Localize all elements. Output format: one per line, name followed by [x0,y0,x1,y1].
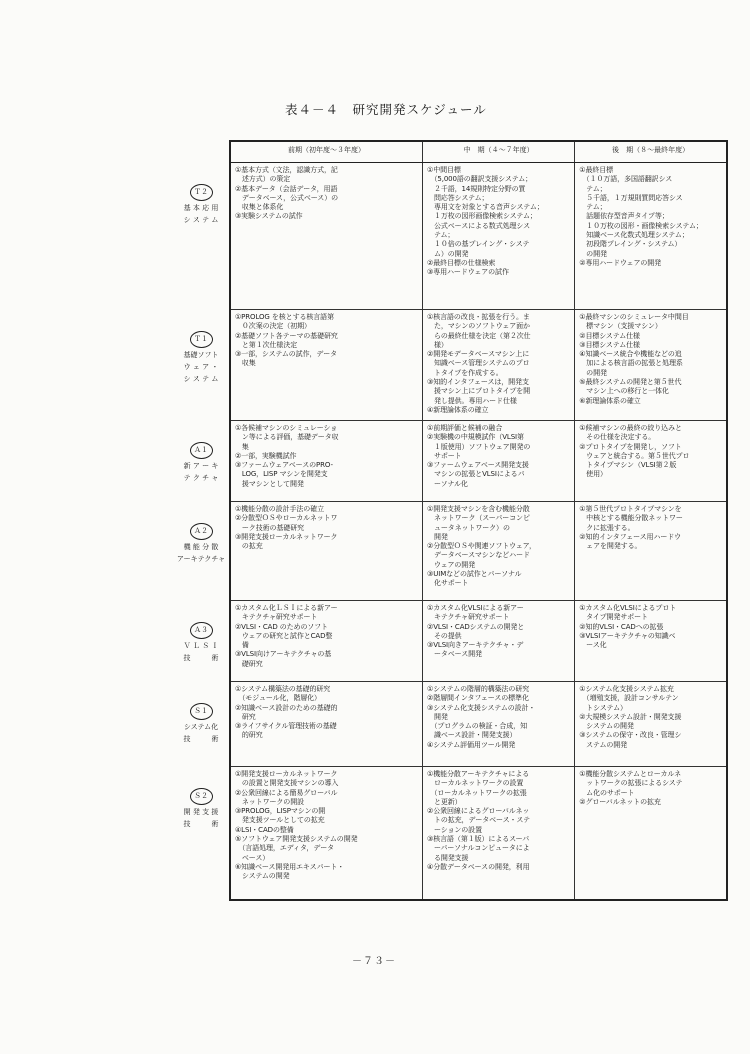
cell-line: （プログラムの検証・合成，知 [427,722,527,731]
cell-line: ③知的インタフェースは，開発支 [427,378,529,387]
cell-line: ①システムの階層的構築法の研究 [427,685,530,693]
schedule-cell-mid [423,767,575,901]
schedule-cell-early [230,767,423,901]
table-row [230,421,727,502]
row-label [176,437,226,483]
cell-line: キテクチャ研究サポート [427,613,510,622]
row-code-badge: Ｓ１ [190,703,213,720]
schedule-cell-mid [423,421,575,502]
cell-line: ③UIMなどの試作とパーソナル [427,570,522,579]
cell-line: クに拡張する。 [579,523,635,532]
cell-line: の開発 [579,249,607,258]
cell-line: ①最終目標 [579,166,614,174]
cell-line: １万枚の図形画像検索システム； [427,212,537,221]
cell-line: 標マシン（支援マシン） [579,322,662,331]
row-code-badge: Ｔ１ [190,331,213,348]
cell-line: ①機能分散アーキテクチャによる [427,770,530,778]
cell-line: ②知識ベース設計のための基礎的 [235,703,338,712]
schedule-cell-early [230,421,423,502]
row-name-line: テ ク チ ャ [183,473,219,482]
row-name-line: 基 本 応 用 [183,203,219,212]
schedule-cell-mid [423,682,575,767]
cell-line: トの拡充，データベース・ステ [427,816,531,825]
cell-line: ①システム構築法の基礎的研究 [235,685,331,693]
cell-line: トタイプを作成する。 [427,368,503,377]
cell-line: システムの開発 [235,872,290,881]
cell-line: ム）の開発 [427,249,469,258]
cell-line: ットワークの拡張によるシステ [579,779,683,788]
cell-line: 化サポート [427,579,469,588]
cell-line: ①最終マシンのシミュレータ中間目 [579,313,689,321]
cell-line: ータベース開発 [427,650,482,659]
cell-line: 使用） [579,470,607,479]
cell-line: （言語処理，エディタ，データ [235,844,335,853]
row-name-line: 開 発 支 援 [183,807,219,816]
cell-line: ⑤最終システムの開発と第５世代 [579,378,682,387]
cell-line: ーソナル化 [427,479,468,488]
row-label [176,783,226,829]
schedule-cell-mid [423,310,575,421]
cell-line: の設置と開発支援マシンの導入 [235,779,339,788]
row-name-line: 技 術 [183,819,219,828]
cell-line: と第１次仕様決定 [235,340,298,349]
cell-line: ③VLSI向きアーキテクチャ・デ [427,641,524,650]
cell-line: ②目標システム仕様 [579,331,640,340]
cell-line: ③開発支援ローカルネットワーク [235,532,338,541]
cell-line: 問応答システム； [427,193,489,202]
cell-line: ネットワーク（スーパーコンピ [427,514,530,523]
cell-line: ②実験機の中規模試作（VLSI第 [427,433,524,442]
cell-line: 初段階プレイング・システム） [579,240,682,249]
schedule-cell-mid [423,163,575,310]
header-late-term: 後 期（８～最終年度） [575,141,727,163]
cell-line: ③ファームウェアベースのPRO- [235,461,333,470]
cell-line: ③PROLOG，LISPマシンの開 [235,807,326,816]
cell-line: ①機能分散の設計手法の確立 [235,505,324,513]
row-code-badge: Ａ１ [190,442,213,459]
cell-line: ②最終目標の仕様検索 [427,258,496,267]
schedule-cell-early [230,601,423,682]
cell-line: １０倍の基プレイング・システ [427,240,530,249]
cell-line: ①核言語の改良・拡張を行う。ま [427,313,530,321]
row-name-line: シ ス テ ム [183,374,219,383]
cell-line: ①候補マシンの最終の絞り込みと [579,424,682,432]
cell-line: ③専用ハードウェアの試作 [427,268,509,277]
table-title: 表４－４ 研究開発スケジュール [285,102,487,117]
table-row [230,310,727,421]
cell-line: の開発 [579,368,607,377]
table-row [230,767,727,901]
schedule-cell-late [575,421,727,502]
cell-line: ①システム化支援システム拡充 [579,685,674,693]
cell-line: ベース） [235,853,270,862]
row-name-line: 技 術 [183,734,219,743]
cell-line: 収集 [235,359,256,368]
cell-line: テム； [579,184,607,193]
cell-line: ０次案の決定（初期） [235,322,311,331]
cell-line: ①カスタム化VLSIによる新アー [427,604,524,612]
cell-line: ③実験システムの試作 [235,212,303,221]
cell-line: 専用文を対象とする音声システム； [427,203,544,212]
cell-line: ーパーソナルコンピュータによ [427,844,530,853]
cell-line: データベース，公式ベース）の [235,193,339,202]
row-name-line: ウ ェ ア ・ [183,362,219,371]
schedule-cell-late [575,682,727,767]
cell-line: ①カスタム化VLSIによるプロト [579,604,677,612]
cell-line: ュータネットワーク）の [427,523,510,532]
row-name-line: 技 術 [183,653,219,662]
schedule-cell-early [230,502,423,601]
row-label [176,326,226,384]
cell-line: 援マシン上にプロトタイプを開 [427,387,531,396]
row-name-line: 新 ア ー キ [183,461,219,470]
row-code-badge: Ａ２ [190,523,213,540]
cell-line: ④LSI・CADの整備 [235,825,294,834]
table-row [230,682,727,767]
cell-line: ①前期評価と候補の融合 [427,424,503,432]
cell-line: 援マシンとして開発 [235,479,304,488]
cell-line: ⑥知識ベース開発用エキスパート・ [235,862,345,871]
cell-line: （モジュール化，階層化） [235,694,321,703]
cell-line: ①機能分散システムとローカルネ [579,770,681,778]
row-name-line: Ｖ Ｌ Ｓ Ｉ [183,641,219,650]
cell-line: 集 [235,442,249,451]
cell-line: ネットワークの開設 [235,797,304,806]
cell-line: 発支援ツールとしての拡充 [235,816,325,825]
cell-line: ②大規模システム設計・開発支援 [579,712,682,721]
row-name-line: シ ス テ ム [183,215,219,224]
cell-line: １０万枚の図形・画像検索システム； [579,221,703,230]
cell-line: 様） [427,340,448,349]
cell-line: ③目標システム仕様 [579,340,640,349]
cell-line: ローカルネットワークの設置 [427,779,524,788]
cell-line: ②分散型ＯＳやローカルネットワ [235,514,338,523]
cell-line: 述方式）の策定 [235,175,291,184]
cell-line: ５千語，１万規則質問応答シス [579,193,683,202]
cell-line: LOG，LISP マシンを開発支 [235,470,328,479]
schedule-cell-early [230,310,423,421]
cell-line: データベースマシンなどハード [427,551,530,560]
table-row [230,163,727,310]
cell-line: ①PROLOG を核とする核言語第 [235,313,334,321]
cell-line: る開発支援 [427,853,469,862]
header-mid-term: 中 期（４～７年度） [423,141,575,163]
cell-line: ②分散型ＯＳや関連ソフトウェア， [427,542,536,551]
cell-line: ②専用ハードウェアの開発 [579,258,662,267]
cell-line: ②知的VLSI・CADへの拡張 [579,622,664,631]
cell-line: ①開発支援ローカルネットワーク [235,770,338,778]
cell-line: ③一部，システムの試作，データ [235,350,338,359]
cell-line: ム化のサポート [579,788,635,797]
cell-line: ーションの設置 [427,825,482,834]
cell-line: 開発 [427,712,448,721]
schedule-cell-mid [423,601,575,682]
cell-line: 備 [235,641,249,650]
cell-line: ②階層間インタフェースの標準化 [427,694,529,703]
cell-line: ウェアと統合する。第５世代プロ [579,451,690,460]
cell-line: その提供 [427,631,462,640]
schedule-cell-early [230,163,423,310]
table-row [230,601,727,682]
cell-line: と更新） [427,797,462,806]
cell-line: （増殖支援，設計コンサルテン [579,694,679,703]
schedule-cell-late [575,163,727,310]
cell-line: 公式ベースによる数式処理シス [427,221,530,230]
cell-line: テム； [427,231,455,240]
cell-line: ステムの開発 [579,740,628,749]
row-name-line: システム化 [183,722,219,731]
cell-line: ④知識ベース統合や機能などの追 [579,350,682,359]
cell-line: らの最終仕様を決定（第２次仕 [427,331,531,340]
cell-line: マシンの拡張とVLSIによるパ [427,470,525,479]
cell-line: ②グローバルネットの拡充 [579,797,661,806]
cell-line: タイプ開発サポート [579,613,648,622]
cell-line: ②基礎ソフト各テーマの基礎研究 [235,331,338,340]
row-label [176,617,226,663]
row-name-line: 基礎ソフト [183,350,219,359]
row-label [176,698,226,744]
cell-line: 研究 [235,712,256,721]
cell-line: ②VLSI・CADシステムの開発と [427,622,525,631]
cell-line: ェアを開発する。 [579,542,642,551]
cell-line: 加による核言語の拡張と処理系 [579,359,683,368]
cell-line: ース化 [579,641,607,650]
table-row [230,502,727,601]
cell-line: ーク技術の基礎研究 [235,523,304,532]
cell-line: 知識ベース化数式処理システム； [579,231,689,240]
cell-line: ②プロトタイプを開発し，ソフト [579,442,682,451]
schedule-cell-late [575,767,727,901]
cell-line: ①第５世代プロトタイプマシンを [579,505,682,513]
schedule-cell-early [230,682,423,767]
cell-line: ①カスタム化ＬＳＩによる新アー [235,604,338,612]
cell-line: ②基本データ（会話データ，用語 [235,184,338,193]
row-label [176,518,226,564]
row-name-line: 機 能 分 散 [183,542,219,551]
cell-line: ②公衆回線によるグローバルネッ [427,807,530,816]
row-code-badge: Ｓ２ [190,788,213,805]
cell-line: ③システム化支援システムの設計・ [427,703,536,712]
cell-line: ン等による評価，基礎データ収 [235,433,339,442]
cell-line: ③核言語（第１版）によるスーパ [427,835,530,844]
page-number: －７３－ [352,956,396,967]
cell-line: 識ベース設計・開発支援） [427,731,517,740]
row-label [176,179,226,225]
cell-line: ①中間目標 [427,166,461,174]
cell-line: 知識ベース管理システムのプロ [427,359,530,368]
schedule-cell-late [575,502,727,601]
cell-line: 発し提供。専用ハード仕様 [427,396,517,405]
cell-line: ⑤ソフトウェア開発支援システムの開発 [235,835,358,844]
cell-line: ①基本方式（文法，認識方式，記 [235,166,338,174]
cell-line: （ローカルネットワークの拡張 [427,788,527,797]
cell-line: ②知的インタフェース用ハードウ [579,532,682,541]
cell-line: ①各候補マシンのシミュレーショ [235,424,338,432]
cell-line: た，マシンのソフトウェア面か [427,322,530,331]
cell-line: マシン上への移行と一体化 [579,387,669,396]
cell-line: トシステム） [579,703,627,712]
cell-line: 的研究 [235,731,263,740]
cell-line: ④分散データベースの開発，利用 [427,862,530,871]
header-row [230,141,727,163]
cell-line: （5,000語の翻訳支援システム； [427,175,533,184]
cell-line: サポート [427,451,462,460]
cell-line: ③ファームウェアベース開発支援 [427,461,529,470]
cell-line: ①開発支援マシンを含む機能分散 [427,505,530,513]
cell-line: の拡充 [235,542,263,551]
cell-line: トタイプマシン（VLSI第２版 [579,461,677,470]
cell-line: ウェアの研究と試作とCAD整 [235,631,333,640]
cell-line: ウェアの開発 [427,560,476,569]
cell-line: ②公衆回線による簡易グローバル [235,788,338,797]
cell-line: 中核とする機能分散ネットワー [579,514,683,523]
research-schedule-table [229,140,728,901]
row-name-line: アーキテクチャ [176,554,226,563]
row-code-badge: Ｔ２ [190,184,213,201]
cell-line: ⑥新理論体系の確立 [579,396,641,405]
cell-line: 話題依存型音声タイプ等； [579,212,669,221]
schedule-cell-mid [423,502,575,601]
cell-line: 収集と体系化 [235,203,284,212]
cell-line: ②開発モデータベースマシン上に [427,350,530,359]
cell-line: 開発 [427,532,448,541]
cell-line: その仕様を決定する。 [579,433,656,442]
cell-line: テム； [579,203,607,212]
cell-line: ③VLSI向けアーキテクチャの基 [235,650,332,659]
row-code-badge: Ａ３ [190,622,213,639]
cell-line: ③VLSIアーキテクチャの知識ベ [579,631,676,640]
schedule-cell-late [575,310,727,421]
cell-line: システムの開発 [579,722,634,731]
cell-line: （１０万語，多国語翻訳シス [579,175,673,184]
schedule-cell-late [575,601,727,682]
cell-line: ②VLSI・CAD のためのソフト [235,622,328,631]
cell-line: ③ライフサイクル管理技術の基礎 [235,722,337,731]
header-early-term: 前期（初年度～３年度） [230,141,423,163]
cell-line: ②一部，実験機試作 [235,451,297,460]
cell-line: ④新理論体系の確立 [427,405,489,414]
cell-line: ２千語，14規則特定分野の質 [427,184,526,193]
cell-line: １版使用）ソフトウェア開発の [427,442,531,451]
cell-line: 礎研究 [235,659,263,668]
cell-line: ③システムの保守・改良・管理シ [579,731,682,740]
cell-line: ④システム評価用ツール開発 [427,740,516,749]
cell-line: キテクチャ研究サポート [235,613,318,622]
